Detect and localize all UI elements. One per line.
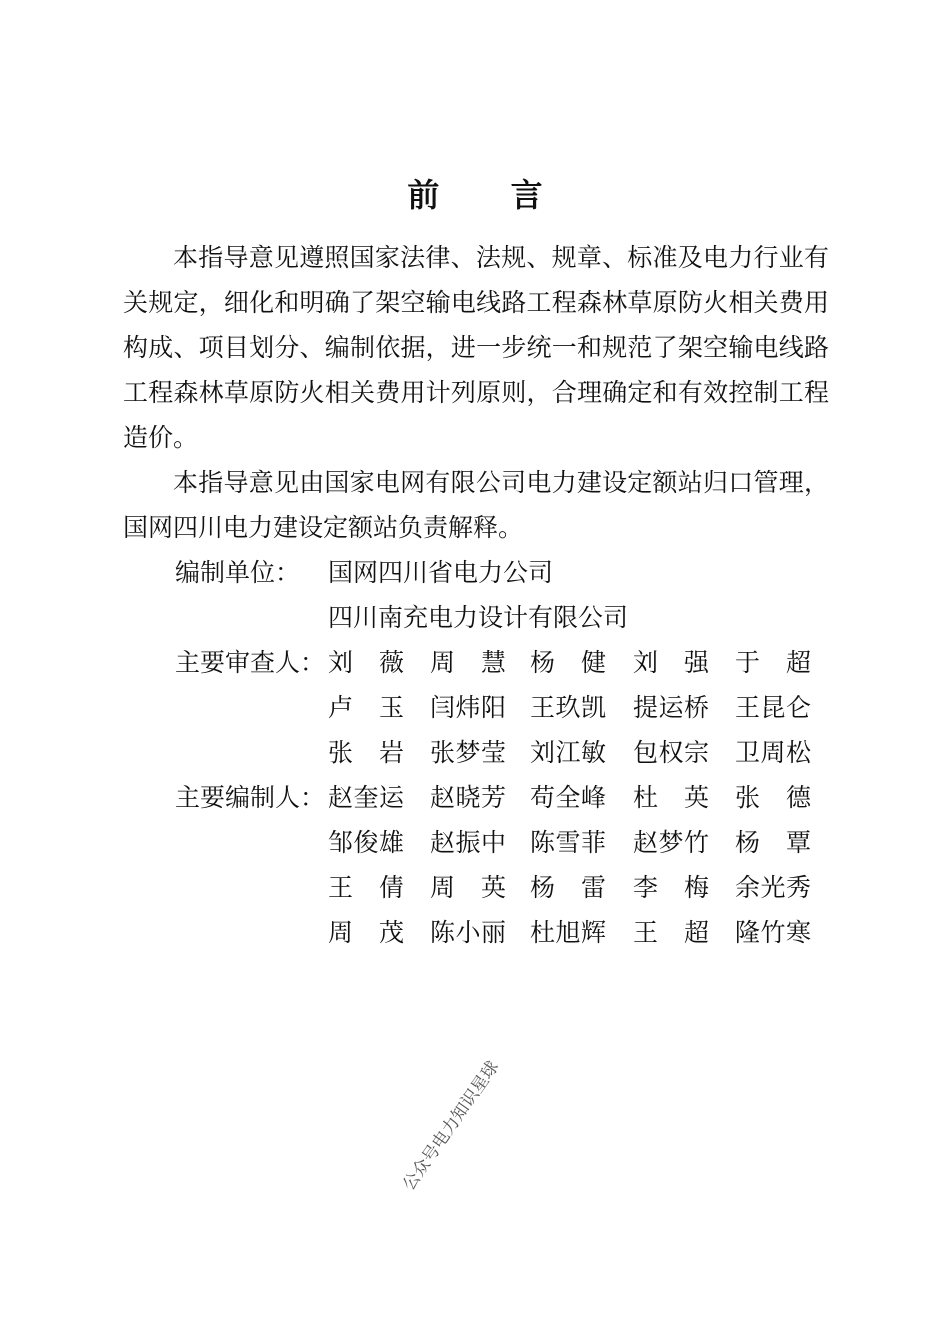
person-name: 卫周松 (735, 738, 811, 767)
editors-row (175, 820, 829, 865)
reviewers-row (175, 685, 829, 730)
units-label: 编制单位： (175, 558, 301, 587)
person-name: 陈雪菲 (530, 828, 606, 857)
unit-name: 国网四川省电力公司 (328, 558, 554, 587)
person-name: 赵梦竹 (633, 828, 709, 857)
person-name: 张德 (735, 783, 811, 812)
person-name: 包权宗 (633, 738, 709, 767)
person-name: 刘薇 (328, 648, 404, 677)
page-title: 前 言 (407, 176, 573, 214)
person-name: 刘江敏 (530, 738, 606, 767)
reviewers-label: 主要审查人： (175, 648, 326, 677)
editors-row (175, 775, 829, 820)
units-row-1 (175, 550, 829, 595)
preface-paragraph-1: 本指导意见遵照国家法律、法规、规章、标准及电力行业有关规定，细化和明确了架空输电线路工程森林草原防火相关费用构成、项目划分、编制依据，进一步统一和规范了架空输电线路工程森林草原防火相关费用计列原则，合理确定和有效控制工程造价。 (123, 243, 829, 452)
person-name: 余光秀 (735, 873, 811, 902)
person-name: 邹俊雄 (328, 828, 404, 857)
person-name: 闫炜阳 (430, 693, 506, 722)
person-name: 王昆仑 (735, 693, 811, 722)
watermark: 公众号电力知识星球 (399, 1057, 504, 1195)
person-name: 提运桥 (633, 693, 709, 722)
person-name: 卢玉 (328, 693, 404, 722)
editors-row (175, 865, 829, 910)
person-name: 张岩 (328, 738, 404, 767)
credits (175, 550, 829, 955)
person-name: 苟全峰 (530, 783, 606, 812)
person-name: 王超 (633, 918, 709, 947)
person-name: 陈小丽 (430, 918, 506, 947)
person-name: 隆竹寒 (735, 918, 811, 947)
editors-label: 主要编制人： (175, 783, 326, 812)
units-row-2 (175, 595, 829, 640)
person-name: 王倩 (328, 873, 404, 902)
person-name: 周英 (430, 873, 506, 902)
preface-body (123, 235, 829, 955)
person-name: 张梦莹 (430, 738, 506, 767)
person-name: 于超 (735, 648, 811, 677)
person-name: 杜英 (633, 783, 709, 812)
person-name: 刘强 (633, 648, 709, 677)
editors-row (175, 910, 829, 955)
reviewers-row (175, 730, 829, 775)
person-name: 杨覃 (735, 828, 811, 857)
person-name: 李梅 (633, 873, 709, 902)
person-name: 周慧 (430, 648, 506, 677)
unit-name: 四川南充电力设计有限公司 (328, 603, 629, 632)
person-name: 杨健 (530, 648, 606, 677)
person-name: 周茂 (328, 918, 404, 947)
person-name: 杨雷 (530, 873, 606, 902)
person-name: 赵晓芳 (430, 783, 506, 812)
preface-paragraph-2: 本指导意见由国家电网有限公司电力建设定额站归口管理，国网四川电力建设定额站负责解释。 (123, 468, 829, 542)
person-name: 王玖凯 (530, 693, 606, 722)
person-name: 赵奎运 (328, 783, 404, 812)
person-name: 赵振中 (430, 828, 506, 857)
person-name: 杜旭辉 (530, 918, 606, 947)
reviewers-row (175, 640, 829, 685)
